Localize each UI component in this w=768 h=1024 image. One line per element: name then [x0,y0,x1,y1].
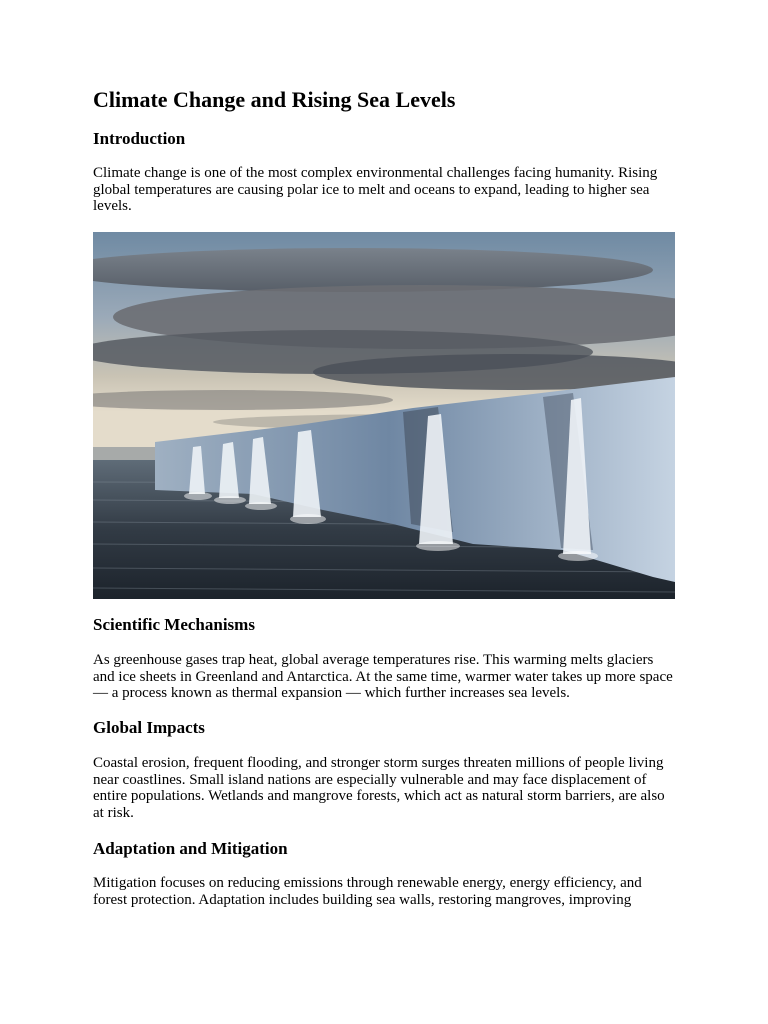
document-title: Climate Change and Rising Sea Levels [93,87,456,112]
section-body-global-impacts: Coastal erosion, frequent flooding, and stronger storm surges threaten millions of people living near coastlines. Small island nations are especially vulnerable and may face displacement of entire populations. Wetlands and mangrove forests, which act as natural storm barriers, are also at risk. [93,755,665,821]
section-heading-introduction: Introduction [93,129,186,148]
section-body-introduction: Climate change is one of the most complex environmental challenges facing humanity. Rising global temperatures are causing polar ice to melt and oceans to expand, leading to higher sea levels. [93,165,658,215]
section-body-adaptation-mitigation: Mitigation focuses on reducing emissions through renewable energy, energy efficiency, and forest protection. Adaptation includes building sea walls, restoring mangroves, improving [93,875,642,908]
section-heading-scientific-mechanisms: Scientific Mechanisms [93,615,255,634]
section-heading-adaptation-mitigation: Adaptation and Mitigation [93,839,288,858]
glacier-photo [93,232,675,599]
section-body-scientific-mechanisms: As greenhouse gases trap heat, global average temperatures rise. This warming melts glaciers and ice sheets in Greenland and Antarctica. At the same time, warmer water takes up more space — a process known as thermal expansion — which further increases sea levels. [93,652,673,702]
section-heading-global-impacts: Global Impacts [93,718,205,737]
